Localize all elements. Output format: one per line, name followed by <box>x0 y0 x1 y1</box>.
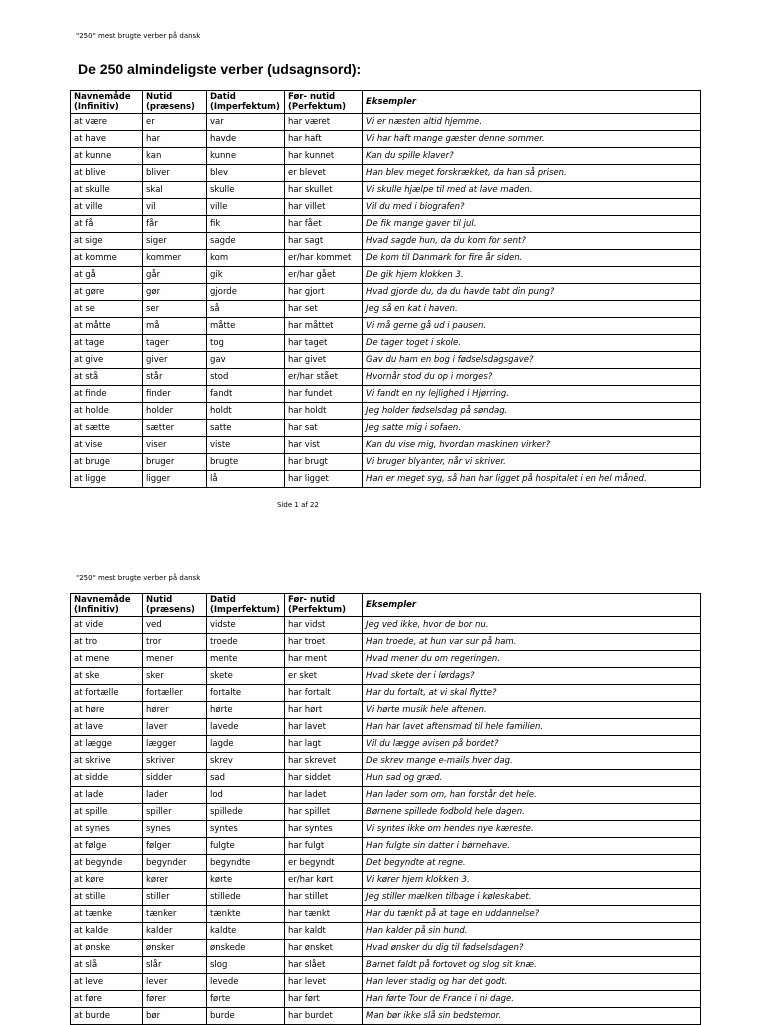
cell-perfect: har levet <box>285 974 363 991</box>
cell-present: begynder <box>143 855 207 872</box>
table-row <box>71 182 701 199</box>
cell-perfect: er/har kommet <box>285 250 363 267</box>
cell-past: lod <box>207 787 285 804</box>
table-row <box>71 940 701 957</box>
cell-infinitive: at føre <box>71 991 143 1008</box>
cell-example: Hvad sagde hun, da du kom for sent? <box>363 233 701 250</box>
cell-past: førte <box>207 991 285 1008</box>
cell-infinitive: at vise <box>71 437 143 454</box>
table-row <box>71 889 701 906</box>
cell-example: Vi må gerne gå ud i pausen. <box>363 318 701 335</box>
cell-past: gik <box>207 267 285 284</box>
cell-example: Hun sad og græd. <box>363 770 701 787</box>
table-row <box>71 855 701 872</box>
cell-past: ville <box>207 199 285 216</box>
cell-past: slog <box>207 957 285 974</box>
cell-present: bruger <box>143 454 207 471</box>
cell-infinitive: at sidde <box>71 770 143 787</box>
cell-infinitive: at begynde <box>71 855 143 872</box>
cell-perfect: har troet <box>285 634 363 651</box>
cell-infinitive: at ønske <box>71 940 143 957</box>
cell-infinitive: at komme <box>71 250 143 267</box>
cell-infinitive: at få <box>71 216 143 233</box>
cell-present: tager <box>143 335 207 352</box>
cell-perfect: har fundet <box>285 386 363 403</box>
cell-infinitive: at skulle <box>71 182 143 199</box>
cell-present: er <box>143 114 207 131</box>
cell-past: satte <box>207 420 285 437</box>
cell-infinitive: at spille <box>71 804 143 821</box>
verb-table <box>70 593 701 1025</box>
table-row <box>71 753 701 770</box>
table-row <box>71 216 701 233</box>
cell-infinitive: at blive <box>71 165 143 182</box>
cell-past: skrev <box>207 753 285 770</box>
table-row <box>71 685 701 702</box>
table-row <box>71 906 701 923</box>
cell-example: Gav du ham en bog i fødselsdagsgave? <box>363 352 701 369</box>
table-row <box>71 284 701 301</box>
cell-past: syntes <box>207 821 285 838</box>
cell-perfect: har skullet <box>285 182 363 199</box>
table-row <box>71 804 701 821</box>
table-header-row <box>71 594 701 617</box>
cell-past: begyndte <box>207 855 285 872</box>
column-header-examples: Eksempler <box>363 91 701 114</box>
table-row <box>71 838 701 855</box>
cell-infinitive: at lægge <box>71 736 143 753</box>
cell-infinitive: at bruge <box>71 454 143 471</box>
cell-present: skriver <box>143 753 207 770</box>
cell-infinitive: at stille <box>71 889 143 906</box>
cell-past: fik <box>207 216 285 233</box>
table-row <box>71 668 701 685</box>
cell-present: kommer <box>143 250 207 267</box>
cell-perfect: har lagt <box>285 736 363 753</box>
cell-past: kunne <box>207 148 285 165</box>
table-row <box>71 114 701 131</box>
cell-example: Har du fortalt, at vi skal flytte? <box>363 685 701 702</box>
table-row <box>71 770 701 787</box>
cell-perfect: har fået <box>285 216 363 233</box>
cell-past: fortalte <box>207 685 285 702</box>
column-header-infinitive: Navnemåde (Infinitiv) <box>71 594 143 617</box>
running-header: "250" mest brugte verber på dansk <box>76 574 201 582</box>
cell-example: Vil du lægge avisen på bordet? <box>363 736 701 753</box>
cell-perfect: har spillet <box>285 804 363 821</box>
cell-past: brugte <box>207 454 285 471</box>
cell-past: sad <box>207 770 285 787</box>
cell-perfect: har vidst <box>285 617 363 634</box>
cell-example: Hvornår stod du op i morges? <box>363 369 701 386</box>
cell-present: følger <box>143 838 207 855</box>
cell-perfect: er/har gået <box>285 267 363 284</box>
cell-present: sidder <box>143 770 207 787</box>
cell-past: vidste <box>207 617 285 634</box>
cell-present: giver <box>143 352 207 369</box>
cell-present: må <box>143 318 207 335</box>
cell-perfect: har givet <box>285 352 363 369</box>
cell-infinitive: at høre <box>71 702 143 719</box>
cell-perfect: har haft <box>285 131 363 148</box>
column-header-present: Nutid (præsens) <box>143 91 207 114</box>
cell-example: Har du tænkt på at tage en uddannelse? <box>363 906 701 923</box>
cell-infinitive: at følge <box>71 838 143 855</box>
cell-example: Det begyndte at regne. <box>363 855 701 872</box>
cell-past: måtte <box>207 318 285 335</box>
cell-example: Vi er næsten altid hjemme. <box>363 114 701 131</box>
cell-example: Hvad mener du om regeringen. <box>363 651 701 668</box>
cell-infinitive: at køre <box>71 872 143 889</box>
cell-present: slår <box>143 957 207 974</box>
cell-perfect: er/har kørt <box>285 872 363 889</box>
cell-example: Han kalder på sin hund. <box>363 923 701 940</box>
cell-example: Han troede, at hun var sur på ham. <box>363 634 701 651</box>
cell-past: mente <box>207 651 285 668</box>
cell-perfect: har hørt <box>285 702 363 719</box>
column-header-perfect: Før- nutid (Perfektum) <box>285 594 363 617</box>
cell-present: vil <box>143 199 207 216</box>
cell-present: synes <box>143 821 207 838</box>
cell-infinitive: at tænke <box>71 906 143 923</box>
cell-past: kørte <box>207 872 285 889</box>
cell-infinitive: at se <box>71 301 143 318</box>
cell-perfect: har ønsket <box>285 940 363 957</box>
cell-present: kan <box>143 148 207 165</box>
cell-perfect: har lavet <box>285 719 363 736</box>
cell-past: var <box>207 114 285 131</box>
cell-past: stod <box>207 369 285 386</box>
cell-infinitive: at lade <box>71 787 143 804</box>
cell-perfect: er sket <box>285 668 363 685</box>
column-header-examples: Eksempler <box>363 594 701 617</box>
cell-present: kører <box>143 872 207 889</box>
cell-past: hørte <box>207 702 285 719</box>
cell-perfect: har taget <box>285 335 363 352</box>
cell-past: stillede <box>207 889 285 906</box>
cell-perfect: har villet <box>285 199 363 216</box>
table-row <box>71 702 701 719</box>
table-row <box>71 199 701 216</box>
cell-past: skete <box>207 668 285 685</box>
cell-perfect: har siddet <box>285 770 363 787</box>
cell-present: sker <box>143 668 207 685</box>
cell-example: Børnene spillede fodbold hele dagen. <box>363 804 701 821</box>
cell-past: kaldte <box>207 923 285 940</box>
cell-present: mener <box>143 651 207 668</box>
cell-infinitive: at ske <box>71 668 143 685</box>
cell-present: finder <box>143 386 207 403</box>
cell-example: Han lader som om, han forstår det hele. <box>363 787 701 804</box>
cell-infinitive: at skrive <box>71 753 143 770</box>
cell-perfect: har ført <box>285 991 363 1008</box>
cell-perfect: har stillet <box>285 889 363 906</box>
cell-past: spillede <box>207 804 285 821</box>
cell-perfect: er/har stået <box>285 369 363 386</box>
cell-infinitive: at gøre <box>71 284 143 301</box>
table-row <box>71 719 701 736</box>
cell-example: Man bør ikke slå sin bedstemor. <box>363 1008 701 1025</box>
cell-past: så <box>207 301 285 318</box>
table-row <box>71 787 701 804</box>
cell-past: sagde <box>207 233 285 250</box>
table-row <box>71 471 701 488</box>
cell-past: holdt <box>207 403 285 420</box>
cell-example: Hvad ønsker du dig til fødselsdagen? <box>363 940 701 957</box>
cell-perfect: er begyndt <box>285 855 363 872</box>
cell-example: Vi bruger blyanter, når vi skriver. <box>363 454 701 471</box>
table-row <box>71 420 701 437</box>
cell-example: Vi har haft mange gæster denne sommer. <box>363 131 701 148</box>
cell-example: Jeg så en kat i haven. <box>363 301 701 318</box>
cell-example: Vi kører hjem klokken 3. <box>363 872 701 889</box>
cell-past: kom <box>207 250 285 267</box>
column-header-infinitive: Navnemåde (Infinitiv) <box>71 91 143 114</box>
cell-example: Jeg holder fødselsdag på søndag. <box>363 403 701 420</box>
table-row <box>71 318 701 335</box>
cell-example: Jeg satte mig i sofaen. <box>363 420 701 437</box>
cell-example: Vi syntes ikke om hendes nye kæreste. <box>363 821 701 838</box>
table-row <box>71 267 701 284</box>
cell-present: skal <box>143 182 207 199</box>
cell-infinitive: at sætte <box>71 420 143 437</box>
cell-example: Jeg stiller mælken tilbage i køleskabet. <box>363 889 701 906</box>
cell-infinitive: at holde <box>71 403 143 420</box>
cell-example: De skrev mange e-mails hver dag. <box>363 753 701 770</box>
document-title: De 250 almindeligste verber (udsagnsord): <box>78 61 362 77</box>
cell-example: Hvad gjorde du, da du havde tabt din pung? <box>363 284 701 301</box>
cell-perfect: har kunnet <box>285 148 363 165</box>
table-row <box>71 957 701 974</box>
cell-perfect: har sat <box>285 420 363 437</box>
cell-infinitive: at kalde <box>71 923 143 940</box>
cell-example: De kom til Danmark for fire år siden. <box>363 250 701 267</box>
cell-infinitive: at have <box>71 131 143 148</box>
cell-present: tror <box>143 634 207 651</box>
cell-present: bør <box>143 1008 207 1025</box>
table-row <box>71 335 701 352</box>
cell-perfect: har brugt <box>285 454 363 471</box>
cell-past: tænkte <box>207 906 285 923</box>
cell-present: stiller <box>143 889 207 906</box>
cell-present: laver <box>143 719 207 736</box>
cell-infinitive: at gå <box>71 267 143 284</box>
table-row <box>71 131 701 148</box>
verb-table <box>70 90 701 488</box>
verb-table-body <box>71 617 701 1025</box>
cell-example: Vi hørte musik hele aftenen. <box>363 702 701 719</box>
cell-perfect: har holdt <box>285 403 363 420</box>
cell-present: viser <box>143 437 207 454</box>
verb-table-body <box>71 114 701 488</box>
cell-present: lever <box>143 974 207 991</box>
cell-example: De tager toget i skole. <box>363 335 701 352</box>
cell-present: fortæller <box>143 685 207 702</box>
cell-infinitive: at vide <box>71 617 143 634</box>
cell-infinitive: at stå <box>71 369 143 386</box>
cell-past: troede <box>207 634 285 651</box>
table-row <box>71 352 701 369</box>
cell-example: Han førte Tour de France i ni dage. <box>363 991 701 1008</box>
table-header-row <box>71 91 701 114</box>
cell-example: Kan du spille klaver? <box>363 148 701 165</box>
cell-perfect: har ment <box>285 651 363 668</box>
page-footer: Side 1 af 22 <box>277 501 319 509</box>
cell-perfect: har fulgt <box>285 838 363 855</box>
cell-present: fører <box>143 991 207 1008</box>
cell-example: Han lever stadig og har det godt. <box>363 974 701 991</box>
cell-past: havde <box>207 131 285 148</box>
cell-example: Han har lavet aftensmad til hele familien. <box>363 719 701 736</box>
table-row <box>71 386 701 403</box>
cell-present: ønsker <box>143 940 207 957</box>
cell-infinitive: at give <box>71 352 143 369</box>
cell-infinitive: at fortælle <box>71 685 143 702</box>
cell-past: blev <box>207 165 285 182</box>
cell-example: Barnet faldt på fortovet og slog sit knæ. <box>363 957 701 974</box>
cell-infinitive: at sige <box>71 233 143 250</box>
table-row <box>71 736 701 753</box>
cell-perfect: har slået <box>285 957 363 974</box>
cell-infinitive: at mene <box>71 651 143 668</box>
table-row <box>71 617 701 634</box>
cell-perfect: har vist <box>285 437 363 454</box>
cell-present: går <box>143 267 207 284</box>
cell-perfect: har været <box>285 114 363 131</box>
cell-infinitive: at måtte <box>71 318 143 335</box>
cell-infinitive: at ville <box>71 199 143 216</box>
table-row <box>71 991 701 1008</box>
cell-example: Vil du med i biografen? <box>363 199 701 216</box>
table-row <box>71 1008 701 1025</box>
table-row <box>71 165 701 182</box>
cell-present: hører <box>143 702 207 719</box>
cell-present: gør <box>143 284 207 301</box>
cell-present: lægger <box>143 736 207 753</box>
column-header-perfect: Før- nutid (Perfektum) <box>285 91 363 114</box>
cell-past: levede <box>207 974 285 991</box>
table-row <box>71 872 701 889</box>
cell-perfect: har set <box>285 301 363 318</box>
cell-perfect: har skrevet <box>285 753 363 770</box>
cell-present: ved <box>143 617 207 634</box>
cell-present: kalder <box>143 923 207 940</box>
document-page-2 <box>0 560 768 1024</box>
cell-past: lavede <box>207 719 285 736</box>
table-row <box>71 250 701 267</box>
cell-example: Han blev meget forskrækket, da han så prisen. <box>363 165 701 182</box>
cell-past: gav <box>207 352 285 369</box>
cell-infinitive: at burde <box>71 1008 143 1025</box>
cell-past: ønskede <box>207 940 285 957</box>
table-row <box>71 233 701 250</box>
cell-present: bliver <box>143 165 207 182</box>
cell-infinitive: at synes <box>71 821 143 838</box>
cell-example: Vi fandt en ny lejlighed i Hjørring. <box>363 386 701 403</box>
cell-infinitive: at ligge <box>71 471 143 488</box>
cell-example: De fik mange gaver til jul. <box>363 216 701 233</box>
table-row <box>71 301 701 318</box>
cell-perfect: har syntes <box>285 821 363 838</box>
table-row <box>71 148 701 165</box>
column-header-past: Datid (Imperfektum) <box>207 594 285 617</box>
cell-past: lagde <box>207 736 285 753</box>
cell-present: holder <box>143 403 207 420</box>
cell-infinitive: at tage <box>71 335 143 352</box>
cell-perfect: har gjort <box>285 284 363 301</box>
cell-past: gjorde <box>207 284 285 301</box>
cell-present: ligger <box>143 471 207 488</box>
cell-example: Han er meget syg, så han har ligget på hospitalet i en hel måned. <box>363 471 701 488</box>
cell-present: ser <box>143 301 207 318</box>
cell-perfect: har tænkt <box>285 906 363 923</box>
cell-past: fulgte <box>207 838 285 855</box>
cell-example: Hvad skete der i lørdags? <box>363 668 701 685</box>
cell-example: De gik hjem klokken 3. <box>363 267 701 284</box>
cell-present: har <box>143 131 207 148</box>
cell-infinitive: at slå <box>71 957 143 974</box>
cell-past: skulle <box>207 182 285 199</box>
table-row <box>71 634 701 651</box>
cell-present: tænker <box>143 906 207 923</box>
cell-perfect: har ladet <box>285 787 363 804</box>
cell-infinitive: at være <box>71 114 143 131</box>
cell-perfect: har sagt <box>285 233 363 250</box>
cell-past: viste <box>207 437 285 454</box>
cell-infinitive: at tro <box>71 634 143 651</box>
cell-perfect: har kaldt <box>285 923 363 940</box>
cell-example: Kan du vise mig, hvordan maskinen virker? <box>363 437 701 454</box>
cell-infinitive: at leve <box>71 974 143 991</box>
cell-infinitive: at kunne <box>71 148 143 165</box>
cell-perfect: har burdet <box>285 1008 363 1025</box>
cell-past: lå <box>207 471 285 488</box>
table-row <box>71 454 701 471</box>
cell-example: Jeg ved ikke, hvor de bor nu. <box>363 617 701 634</box>
cell-perfect: er blevet <box>285 165 363 182</box>
running-header: "250" mest brugte verber på dansk <box>76 32 201 40</box>
cell-example: Han fulgte sin datter i børnehave. <box>363 838 701 855</box>
cell-present: spiller <box>143 804 207 821</box>
cell-perfect: har ligget <box>285 471 363 488</box>
cell-present: sætter <box>143 420 207 437</box>
cell-example: Vi skulle hjælpe til med at lave maden. <box>363 182 701 199</box>
table-row <box>71 923 701 940</box>
cell-present: lader <box>143 787 207 804</box>
table-row <box>71 651 701 668</box>
table-row <box>71 369 701 386</box>
table-row <box>71 403 701 420</box>
cell-present: får <box>143 216 207 233</box>
cell-past: fandt <box>207 386 285 403</box>
table-row <box>71 437 701 454</box>
table-row <box>71 974 701 991</box>
cell-present: siger <box>143 233 207 250</box>
cell-infinitive: at finde <box>71 386 143 403</box>
column-header-present: Nutid (præsens) <box>143 594 207 617</box>
column-header-past: Datid (Imperfektum) <box>207 91 285 114</box>
cell-past: tog <box>207 335 285 352</box>
cell-past: burde <box>207 1008 285 1025</box>
cell-infinitive: at lave <box>71 719 143 736</box>
table-row <box>71 821 701 838</box>
cell-perfect: har fortalt <box>285 685 363 702</box>
cell-present: står <box>143 369 207 386</box>
cell-perfect: har måttet <box>285 318 363 335</box>
